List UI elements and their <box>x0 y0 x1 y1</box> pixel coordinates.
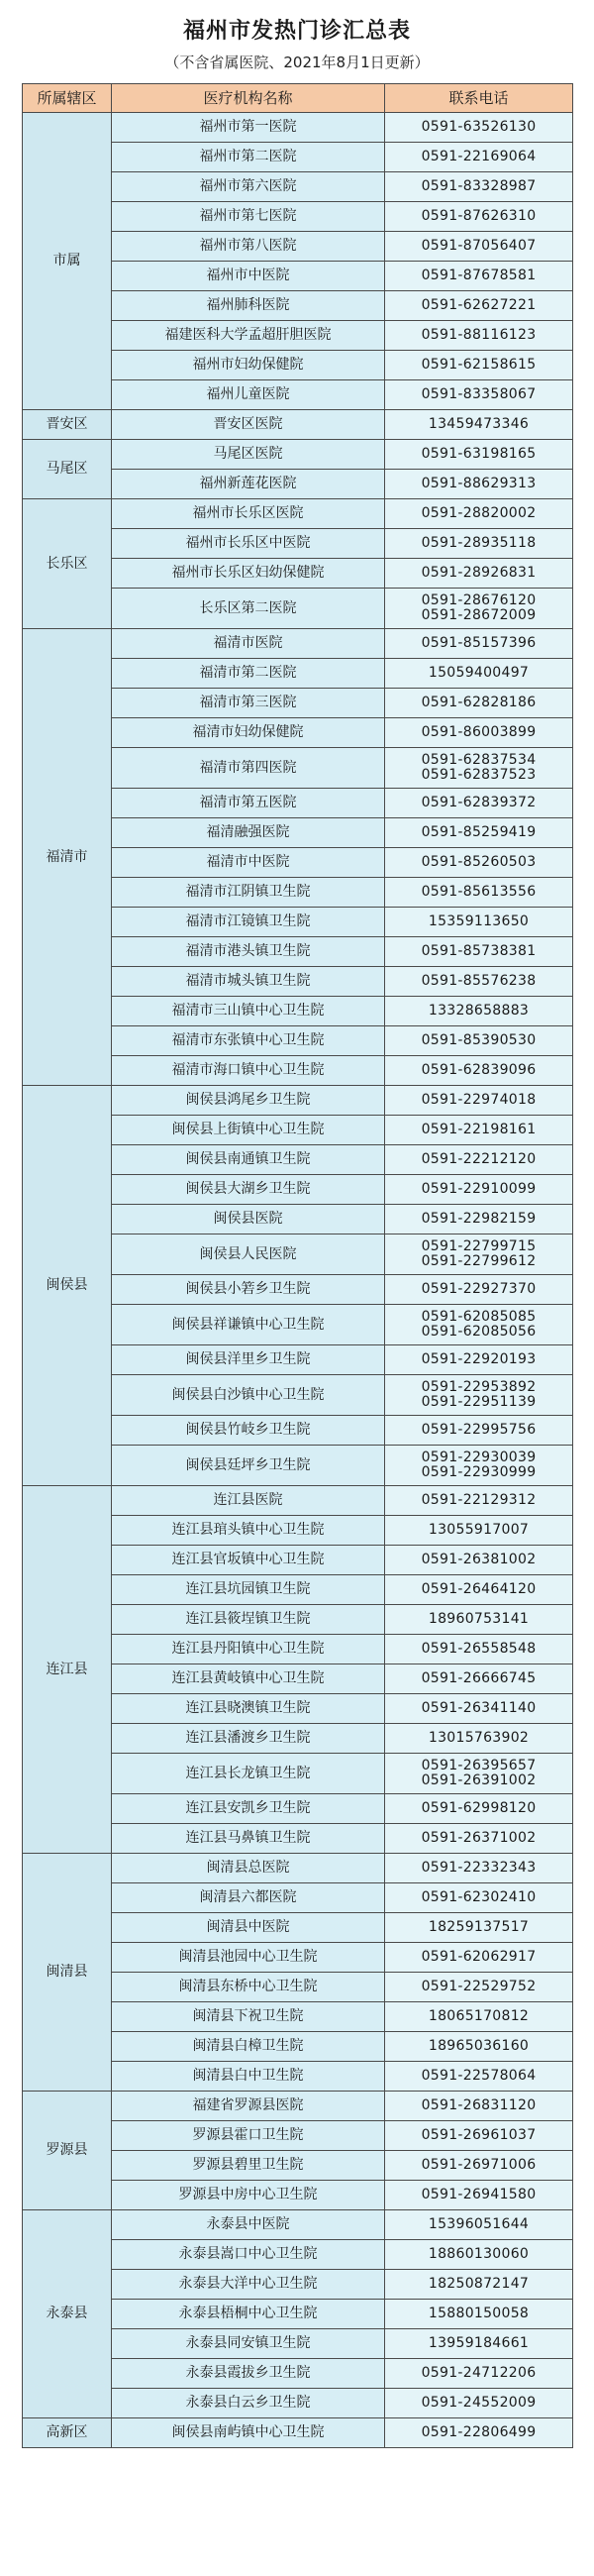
institution-name: 福清市第二医院 <box>112 659 385 689</box>
table-row <box>23 1854 573 1883</box>
institution-name: 永泰县白云乡卫生院 <box>112 2389 385 2418</box>
header-district: 所属辖区 <box>23 84 112 113</box>
phone-number: 0591-85390530 <box>421 1032 537 1048</box>
phone-number: 0591-22930999 <box>421 1464 537 1480</box>
institution-name: 罗源县碧里卫生院 <box>112 2151 385 2181</box>
table-row <box>23 2418 573 2448</box>
phone-cell <box>385 689 573 718</box>
phone-number: 0591-28935118 <box>421 535 537 551</box>
phone-cell <box>385 718 573 748</box>
table-body <box>23 113 573 2448</box>
district-cell: 罗源县 <box>23 2092 112 2210</box>
institution-name: 福州市第一医院 <box>112 113 385 143</box>
phone-number: 0591-22951139 <box>421 1394 537 1410</box>
phone-cell <box>385 2359 573 2389</box>
phone-cell <box>385 1234 573 1275</box>
institution-name: 福州市第七医院 <box>112 202 385 232</box>
institution-name: 闽侯县竹岐乡卫生院 <box>112 1416 385 1446</box>
institution-name: 长乐区第二医院 <box>112 589 385 629</box>
phone-cell <box>385 1175 573 1205</box>
phone-number: 0591-62998120 <box>421 1800 537 1816</box>
phone-cell <box>385 1116 573 1145</box>
phone-number: 0591-22982159 <box>421 1211 537 1227</box>
table-row <box>23 1486 573 1516</box>
phone-number: 0591-22129312 <box>421 1492 537 1508</box>
phone-cell <box>385 2121 573 2151</box>
phone-number: 0591-62302410 <box>421 1889 537 1905</box>
institution-name: 永泰县嵩口中心卫生院 <box>112 2240 385 2270</box>
institution-name: 福州市长乐区妇幼保健院 <box>112 559 385 589</box>
institution-name: 福建医科大学孟超肝胆医院 <box>112 321 385 351</box>
phone-number: 13328658883 <box>428 1003 530 1019</box>
district-cell: 晋安区 <box>23 410 112 440</box>
phone-number: 0591-62085056 <box>421 1324 537 1340</box>
phone-number: 13015763902 <box>428 1730 530 1746</box>
phone-number: 0591-28672009 <box>421 607 537 623</box>
phone-cell <box>385 2181 573 2210</box>
phone-cell <box>385 559 573 589</box>
institution-name: 福清市第五医院 <box>112 789 385 818</box>
institution-name: 福州市长乐区中医院 <box>112 529 385 559</box>
phone-number: 0591-85259419 <box>421 824 537 840</box>
table-header-row <box>23 84 573 113</box>
institution-name: 闽侯县大湖乡卫生院 <box>112 1175 385 1205</box>
phone-cell <box>385 410 573 440</box>
institution-name: 闽侯县洋里乡卫生院 <box>112 1345 385 1375</box>
phone-cell <box>385 629 573 659</box>
phone-number: 18259137517 <box>428 1919 530 1935</box>
phone-number: 0591-26395657 <box>421 1758 537 1773</box>
phone-cell <box>385 1883 573 1913</box>
phone-number: 0591-63198165 <box>421 446 537 462</box>
institution-name: 永泰县中医院 <box>112 2210 385 2240</box>
phone-number: 0591-63526130 <box>421 119 537 135</box>
phone-number: 0591-22529752 <box>421 1979 537 1994</box>
phone-number: 0591-22927370 <box>421 1281 537 1297</box>
phone-cell <box>385 351 573 380</box>
phone-cell <box>385 2270 573 2300</box>
phone-number: 0591-62627221 <box>421 297 537 313</box>
phone-number: 0591-26971006 <box>421 2157 537 2173</box>
institution-name: 闽侯县白沙镇中心卫生院 <box>112 1375 385 1416</box>
phone-number: 15359113650 <box>428 913 530 929</box>
table-row <box>23 440 573 470</box>
phone-cell <box>385 499 573 529</box>
phone-number: 0591-26381002 <box>421 1552 537 1567</box>
institution-name: 福清市医院 <box>112 629 385 659</box>
phone-cell <box>385 1305 573 1345</box>
institution-name: 连江县安凯乡卫生院 <box>112 1794 385 1824</box>
phone-number: 0591-26961037 <box>421 2127 537 2143</box>
institution-name: 福清市城头镇卫生院 <box>112 967 385 997</box>
district-cell: 闽清县 <box>23 1854 112 2092</box>
phone-number: 0591-85738381 <box>421 943 537 959</box>
phone-number: 0591-26341140 <box>421 1700 537 1716</box>
phone-number: 0591-26941580 <box>421 2187 537 2202</box>
phone-number: 13959184661 <box>428 2335 530 2351</box>
table-row <box>23 499 573 529</box>
phone-number: 0591-22198161 <box>421 1122 537 1137</box>
phone-cell <box>385 1824 573 1854</box>
institution-name: 闽侯县人民医院 <box>112 1234 385 1275</box>
phone-cell <box>385 321 573 351</box>
phone-number: 0591-62837523 <box>421 767 537 783</box>
phone-number: 0591-24552009 <box>421 2395 537 2411</box>
phone-cell <box>385 1913 573 1943</box>
phone-cell <box>385 2300 573 2329</box>
institution-name: 闽清县池园中心卫生院 <box>112 1943 385 1973</box>
institution-name: 永泰县霞拔乡卫生院 <box>112 2359 385 2389</box>
institution-name: 福州市第八医院 <box>112 232 385 262</box>
institution-name: 罗源县中房中心卫生院 <box>112 2181 385 2210</box>
institution-name: 闽清县六都医院 <box>112 1883 385 1913</box>
institution-name: 福清市第三医院 <box>112 689 385 718</box>
phone-cell <box>385 1973 573 2002</box>
district-cell: 市属 <box>23 113 112 410</box>
institution-name: 连江县官坂镇中心卫生院 <box>112 1546 385 1575</box>
phone-number: 0591-85576238 <box>421 973 537 989</box>
phone-number: 13055917007 <box>428 1522 530 1538</box>
phone-number: 0591-22910099 <box>421 1181 537 1197</box>
phone-number: 0591-22212120 <box>421 1151 537 1167</box>
phone-number: 18065170812 <box>428 2008 530 2024</box>
phone-cell <box>385 1205 573 1234</box>
institution-name: 闽侯县鸿尾乡卫生院 <box>112 1086 385 1116</box>
phone-number: 0591-87056407 <box>421 238 537 254</box>
phone-cell <box>385 1546 573 1575</box>
institution-name: 闽清县东桥中心卫生院 <box>112 1973 385 2002</box>
phone-number: 0591-26464120 <box>421 1581 537 1597</box>
institution-name: 福清市第四医院 <box>112 748 385 789</box>
phone-number: 0591-22995756 <box>421 1422 537 1438</box>
phone-number: 0591-28676120 <box>421 592 537 608</box>
phone-cell <box>385 1486 573 1516</box>
phone-cell <box>385 172 573 202</box>
phone-cell <box>385 232 573 262</box>
phone-number: 0591-83328987 <box>421 178 537 194</box>
institution-name: 福清市妇幼保健院 <box>112 718 385 748</box>
phone-cell <box>385 937 573 967</box>
page-subtitle: （不含省属医院、2021年8月1日更新） <box>164 54 430 71</box>
institution-name: 福清市中医院 <box>112 848 385 878</box>
institution-name: 福清市三山镇中心卫生院 <box>112 997 385 1026</box>
fever-clinic-table <box>22 83 573 2448</box>
district-cell: 高新区 <box>23 2418 112 2448</box>
phone-cell <box>385 380 573 410</box>
phone-cell <box>385 1086 573 1116</box>
district-cell: 福清市 <box>23 629 112 1086</box>
institution-name: 闽清县白中卫生院 <box>112 2062 385 2092</box>
phone-cell <box>385 2240 573 2270</box>
phone-number: 0591-22953892 <box>421 1379 537 1395</box>
institution-name: 福州儿童医院 <box>112 380 385 410</box>
phone-cell <box>385 1516 573 1546</box>
phone-cell <box>385 1345 573 1375</box>
phone-cell <box>385 1056 573 1086</box>
institution-name: 福州市第六医院 <box>112 172 385 202</box>
phone-cell <box>385 2210 573 2240</box>
phone-number: 0591-28820002 <box>421 505 537 521</box>
phone-cell <box>385 2418 573 2448</box>
phone-cell <box>385 1416 573 1446</box>
phone-number: 0591-62062917 <box>421 1949 537 1965</box>
phone-number: 0591-22974018 <box>421 1092 537 1108</box>
phone-number: 0591-62837534 <box>421 752 537 768</box>
phone-number: 0591-26371002 <box>421 1830 537 1846</box>
institution-name: 闽侯县南屿镇中心卫生院 <box>112 2418 385 2448</box>
phone-cell <box>385 113 573 143</box>
phone-number: 18960753141 <box>428 1611 530 1627</box>
header-institution: 医疗机构名称 <box>112 84 385 113</box>
institution-name: 福清市江镜镇卫生院 <box>112 908 385 937</box>
phone-number: 15880150058 <box>428 2306 530 2321</box>
phone-cell <box>385 2032 573 2062</box>
phone-cell <box>385 291 573 321</box>
phone-cell <box>385 1754 573 1794</box>
phone-number: 0591-85260503 <box>421 854 537 870</box>
phone-cell <box>385 908 573 937</box>
phone-number: 18965036160 <box>428 2038 530 2054</box>
district-cell: 马尾区 <box>23 440 112 499</box>
phone-cell <box>385 1943 573 1973</box>
institution-name: 闽侯县祥谦镇中心卫生院 <box>112 1305 385 1345</box>
phone-cell <box>385 1026 573 1056</box>
phone-cell <box>385 2329 573 2359</box>
institution-name: 连江县马鼻镇卫生院 <box>112 1824 385 1854</box>
phone-cell <box>385 967 573 997</box>
phone-cell <box>385 1794 573 1824</box>
phone-cell <box>385 997 573 1026</box>
phone-number: 0591-22332343 <box>421 1860 537 1876</box>
phone-number: 0591-22578064 <box>421 2068 537 2084</box>
institution-name: 闽侯县上街镇中心卫生院 <box>112 1116 385 1145</box>
phone-cell <box>385 1854 573 1883</box>
phone-cell <box>385 1275 573 1305</box>
phone-number: 0591-28926831 <box>421 565 537 581</box>
phone-cell <box>385 1635 573 1664</box>
district-cell: 闽侯县 <box>23 1086 112 1486</box>
phone-number: 18250872147 <box>428 2276 530 2292</box>
phone-number: 0591-85157396 <box>421 635 537 651</box>
phone-number: 0591-87626310 <box>421 208 537 224</box>
phone-number: 0591-62828186 <box>421 695 537 710</box>
phone-number: 0591-24712206 <box>421 2365 537 2381</box>
institution-name: 福建省罗源县医院 <box>112 2092 385 2121</box>
institution-name: 福清市港头镇卫生院 <box>112 937 385 967</box>
phone-cell <box>385 2092 573 2121</box>
institution-name: 闽侯县廷坪乡卫生院 <box>112 1446 385 1486</box>
institution-name: 福清融强医院 <box>112 818 385 848</box>
phone-number: 0591-22799715 <box>421 1238 537 1254</box>
institution-name: 福清市江阴镇卫生院 <box>112 878 385 908</box>
institution-name: 闽侯县医院 <box>112 1205 385 1234</box>
phone-number: 0591-62839096 <box>421 1062 537 1078</box>
phone-cell <box>385 2151 573 2181</box>
phone-number: 0591-22169064 <box>421 149 537 164</box>
phone-cell <box>385 1145 573 1175</box>
institution-name: 闽侯县南通镇卫生院 <box>112 1145 385 1175</box>
institution-name: 福州新莲花医院 <box>112 470 385 499</box>
phone-cell <box>385 2062 573 2092</box>
table-row <box>23 629 573 659</box>
table-row <box>23 410 573 440</box>
district-cell: 长乐区 <box>23 499 112 629</box>
institution-name: 连江县黄岐镇中心卫生院 <box>112 1664 385 1694</box>
table-row <box>23 2210 573 2240</box>
phone-cell <box>385 440 573 470</box>
institution-name: 连江县琯头镇中心卫生院 <box>112 1516 385 1546</box>
phone-cell <box>385 1694 573 1724</box>
institution-name: 连江县长龙镇卫生院 <box>112 1754 385 1794</box>
phone-cell <box>385 878 573 908</box>
header-phone: 联系电话 <box>385 84 573 113</box>
phone-number: 0591-22930039 <box>421 1449 537 1465</box>
institution-name: 连江县丹阳镇中心卫生院 <box>112 1635 385 1664</box>
phone-number: 15396051644 <box>428 2216 530 2232</box>
phone-cell <box>385 789 573 818</box>
phone-number: 0591-83358067 <box>421 386 537 402</box>
phone-number: 0591-87678581 <box>421 268 537 283</box>
phone-cell <box>385 1664 573 1694</box>
institution-name: 罗源县霍口卫生院 <box>112 2121 385 2151</box>
table-row <box>23 2092 573 2121</box>
institution-name: 福清市海口镇中心卫生院 <box>112 1056 385 1086</box>
phone-cell <box>385 2002 573 2032</box>
institution-name: 连江县坑园镇卫生院 <box>112 1575 385 1605</box>
phone-cell <box>385 659 573 689</box>
institution-name: 连江县晓澳镇卫生院 <box>112 1694 385 1724</box>
table-row <box>23 1086 573 1116</box>
institution-name: 闽清县下祝卫生院 <box>112 2002 385 2032</box>
phone-number: 13459473346 <box>428 416 530 432</box>
institution-name: 永泰县大洋中心卫生院 <box>112 2270 385 2300</box>
phone-number: 0591-26831120 <box>421 2097 537 2113</box>
phone-cell <box>385 818 573 848</box>
phone-cell <box>385 529 573 559</box>
phone-number: 0591-86003899 <box>421 724 537 740</box>
page-title: 福州市发热门诊汇总表 <box>182 19 411 44</box>
institution-name: 晋安区医院 <box>112 410 385 440</box>
phone-number: 0591-22920193 <box>421 1351 537 1367</box>
institution-name: 福州市长乐区医院 <box>112 499 385 529</box>
phone-cell <box>385 470 573 499</box>
phone-number: 0591-62158615 <box>421 357 537 373</box>
institution-name: 连江县潘渡乡卫生院 <box>112 1724 385 1754</box>
phone-cell <box>385 1375 573 1416</box>
institution-name: 闽侯县小箬乡卫生院 <box>112 1275 385 1305</box>
phone-cell <box>385 143 573 172</box>
institution-name: 福清市东张镇中心卫生院 <box>112 1026 385 1056</box>
phone-cell <box>385 589 573 629</box>
phone-number: 0591-62839372 <box>421 795 537 810</box>
phone-number: 0591-85613556 <box>421 884 537 900</box>
phone-number: 0591-62085085 <box>421 1309 537 1325</box>
phone-number: 18860130060 <box>428 2246 530 2262</box>
phone-number: 0591-88116123 <box>421 327 537 343</box>
phone-number: 0591-88629313 <box>421 476 537 491</box>
district-cell: 永泰县 <box>23 2210 112 2418</box>
phone-cell <box>385 262 573 291</box>
phone-number: 0591-22799612 <box>421 1253 537 1269</box>
institution-name: 闽清县总医院 <box>112 1854 385 1883</box>
institution-name: 连江县医院 <box>112 1486 385 1516</box>
table-row <box>23 113 573 143</box>
phone-cell <box>385 848 573 878</box>
phone-cell <box>385 1724 573 1754</box>
phone-number: 15059400497 <box>428 665 530 681</box>
phone-cell <box>385 202 573 232</box>
institution-name: 福州肺科医院 <box>112 291 385 321</box>
phone-number: 0591-26391002 <box>421 1772 537 1788</box>
phone-cell <box>385 1575 573 1605</box>
phone-cell <box>385 1605 573 1635</box>
institution-name: 马尾区医院 <box>112 440 385 470</box>
institution-name: 永泰县梧桐中心卫生院 <box>112 2300 385 2329</box>
institution-name: 连江县筱埕镇卫生院 <box>112 1605 385 1635</box>
institution-name: 福州市妇幼保健院 <box>112 351 385 380</box>
phone-cell <box>385 2389 573 2418</box>
district-cell: 连江县 <box>23 1486 112 1854</box>
institution-name: 福州市中医院 <box>112 262 385 291</box>
institution-name: 闽清县中医院 <box>112 1913 385 1943</box>
institution-name: 闽清县白樟卫生院 <box>112 2032 385 2062</box>
phone-cell <box>385 748 573 789</box>
institution-name: 福州市第二医院 <box>112 143 385 172</box>
phone-number: 0591-26558548 <box>421 1641 537 1657</box>
institution-name: 永泰县同安镇卫生院 <box>112 2329 385 2359</box>
phone-number: 0591-26666745 <box>421 1670 537 1686</box>
phone-cell <box>385 1446 573 1486</box>
phone-number: 0591-22806499 <box>421 2424 537 2440</box>
